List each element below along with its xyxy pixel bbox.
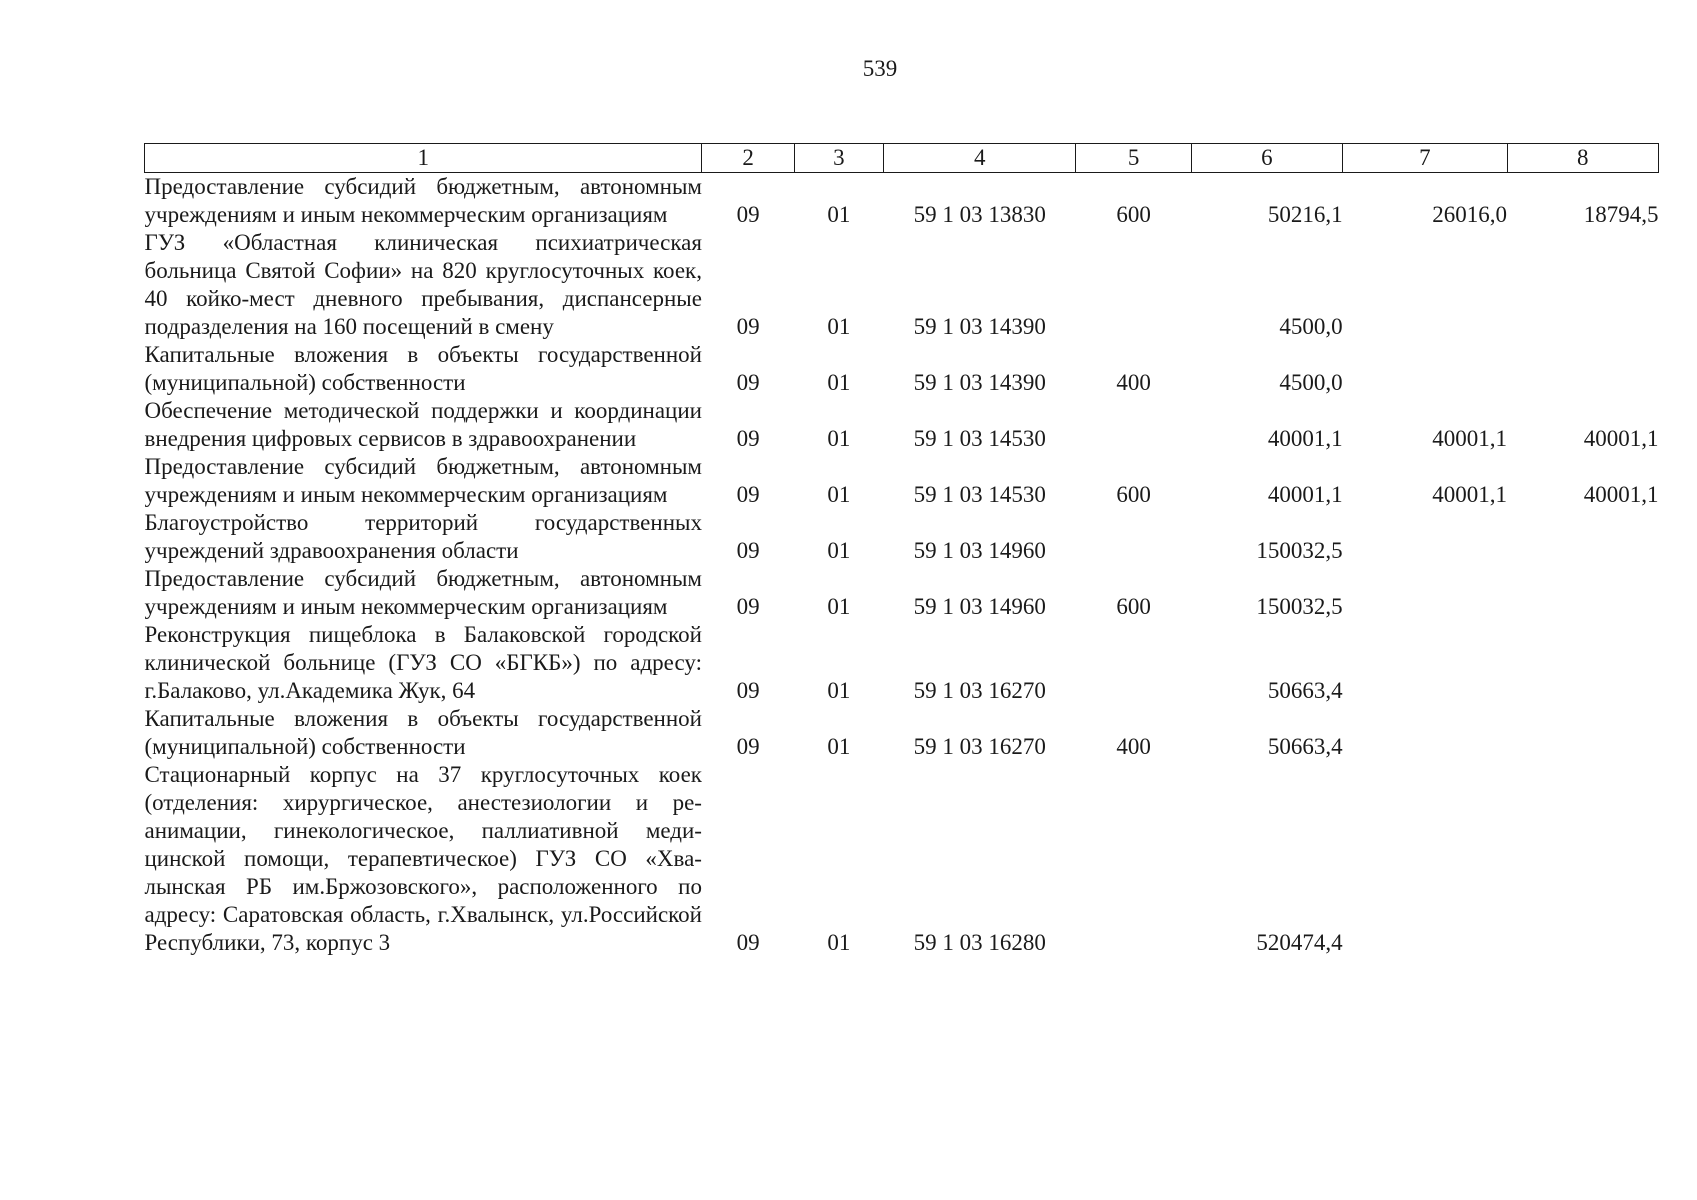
expense-type-code: 400: [1116, 734, 1151, 759]
section-code: 09: [736, 314, 760, 339]
row-description: Предоставление субсидий бюджетным, автономным учреждениям и иным некоммерческим организациям: [144, 174, 702, 227]
amount-col-8: [1507, 705, 1658, 761]
amount-col-6: 150032,5: [1256, 538, 1343, 563]
target-article-code: 59 1 03 14390: [913, 314, 1046, 339]
subsection-code: 01: [827, 678, 851, 703]
expense-type-code: 600: [1116, 202, 1151, 227]
amount-col-8: 40001,1: [1583, 426, 1659, 451]
target-article-code: 59 1 03 16270: [913, 734, 1046, 759]
subsection-code: 01: [827, 594, 851, 619]
expense-type-code: [1076, 509, 1191, 565]
section-code: 09: [736, 202, 760, 227]
subsection-code: 01: [827, 538, 851, 563]
column-header-8: 8: [1507, 144, 1658, 173]
subsection-code: 01: [827, 930, 851, 955]
expense-type-code: [1076, 621, 1191, 705]
amount-col-8: [1507, 509, 1658, 565]
expense-type-code: 400: [1116, 370, 1151, 395]
table-row: [145, 173, 1659, 230]
column-header-6: 6: [1191, 144, 1342, 173]
section-code: 09: [736, 930, 760, 955]
amount-col-6: 50663,4: [1267, 678, 1343, 703]
target-article-code: 59 1 03 14530: [913, 482, 1046, 507]
row-description: Обеспечение методической поддержки и координации внедрения цифровых сервисов в здравоохранении: [144, 398, 702, 451]
amount-col-7: [1343, 229, 1507, 341]
section-code: 09: [736, 426, 760, 451]
table-row: [145, 341, 1659, 397]
target-article-code: 59 1 03 16270: [913, 678, 1046, 703]
row-description: Предоставление субсидий бюджетным, автономным учреждениям и иным некоммерческим организациям: [144, 454, 702, 507]
row-description: Стационарный корпус на 37 круглосуточных коек (отделения: хирургическое, анестезиологии и реанимации, гинекологическое, паллиативной медицинской помощи, терапевтическое) ГУЗ СО «Хвалынская РБ им.Бржозовского», расположенного по адресу: Саратовская область, г.Хвалынск, ул.Российской Республики, 73, корпус 3: [144, 762, 702, 955]
amount-col-6: 150032,5: [1256, 594, 1343, 619]
amount-col-7: [1343, 621, 1507, 705]
amount-col-8: [1507, 761, 1658, 957]
row-description: Предоставление субсидий бюджетным, автономным учреждениям и иным некоммерческим организациям: [144, 566, 702, 619]
amount-col-7: [1343, 509, 1507, 565]
amount-col-6: 4500,0: [1279, 314, 1343, 339]
column-header-7: 7: [1343, 144, 1507, 173]
amount-col-8: [1507, 341, 1658, 397]
table-row: [145, 761, 1659, 957]
table-row: [145, 453, 1659, 509]
amount-col-6: 520474,4: [1256, 930, 1343, 955]
amount-col-6: 50663,4: [1267, 734, 1343, 759]
amount-col-7: 40001,1: [1432, 426, 1508, 451]
page-number: 539: [862, 56, 898, 81]
column-header-3: 3: [794, 144, 883, 173]
target-article-code: 59 1 03 14960: [913, 538, 1046, 563]
table-row: [145, 397, 1659, 453]
expense-type-code: 600: [1116, 594, 1151, 619]
target-article-code: 59 1 03 14390: [913, 370, 1046, 395]
table-row: [145, 565, 1659, 621]
section-code: 09: [736, 678, 760, 703]
row-description: Капитальные вложения в объекты государственной (муниципальной) собственности: [144, 342, 702, 395]
row-description: Капитальные вложения в объекты государственной (муниципальной) собственности: [144, 706, 702, 759]
row-description: Благоустройство территорий государственных учреждений здравоохранения области: [144, 510, 702, 563]
amount-col-8: [1507, 565, 1658, 621]
amount-col-6: 50216,1: [1267, 202, 1343, 227]
amount-col-6: 40001,1: [1267, 426, 1343, 451]
column-header-4: 4: [883, 144, 1076, 173]
table-row: [145, 229, 1659, 341]
amount-col-8: [1507, 229, 1658, 341]
amount-col-6: 4500,0: [1279, 370, 1343, 395]
amount-col-7: 26016,0: [1432, 202, 1508, 227]
target-article-code: 59 1 03 16280: [913, 930, 1046, 955]
amount-col-8: [1507, 621, 1658, 705]
subsection-code: 01: [827, 426, 851, 451]
subsection-code: 01: [827, 734, 851, 759]
column-header-2: 2: [702, 144, 794, 173]
column-header-1: 1: [145, 144, 702, 173]
subsection-code: 01: [827, 370, 851, 395]
section-code: 09: [736, 482, 760, 507]
amount-col-7: [1343, 341, 1507, 397]
expense-type-code: 600: [1116, 482, 1151, 507]
row-description: Реконструкция пищеблока в Балаковской городской клинической больнице (ГУЗ СО «БГКБ») по адресу: г.Балаково, ул.Академика Жук, 64: [144, 622, 702, 703]
section-code: 09: [736, 538, 760, 563]
target-article-code: 59 1 03 14960: [913, 594, 1046, 619]
table-row: [145, 621, 1659, 705]
expense-type-code: [1076, 397, 1191, 453]
subsection-code: 01: [827, 482, 851, 507]
budget-table: [144, 143, 1659, 957]
row-description: ГУЗ «Областная клиническая психиатрическая больница Святой Софии» на 820 круглосуточных коек, 40 койко-мест дневного пребывания, диспансерные подразделения на 160 посещений в смену: [144, 230, 702, 339]
section-code: 09: [736, 370, 760, 395]
column-header-5: 5: [1076, 144, 1191, 173]
target-article-code: 59 1 03 14530: [913, 426, 1046, 451]
expense-type-code: [1076, 229, 1191, 341]
amount-col-7: [1343, 705, 1507, 761]
amount-col-6: 40001,1: [1267, 482, 1343, 507]
section-code: 09: [736, 734, 760, 759]
header-row: [145, 144, 1659, 173]
amount-col-8: 40001,1: [1583, 482, 1659, 507]
amount-col-7: [1343, 565, 1507, 621]
amount-col-7: [1343, 761, 1507, 957]
table-row: [145, 705, 1659, 761]
amount-col-7: 40001,1: [1432, 482, 1508, 507]
target-article-code: 59 1 03 13830: [913, 202, 1046, 227]
amount-col-8: 18794,5: [1583, 202, 1659, 227]
section-code: 09: [736, 594, 760, 619]
table-row: [145, 509, 1659, 565]
subsection-code: 01: [827, 314, 851, 339]
subsection-code: 01: [827, 202, 851, 227]
expense-type-code: [1076, 761, 1191, 957]
